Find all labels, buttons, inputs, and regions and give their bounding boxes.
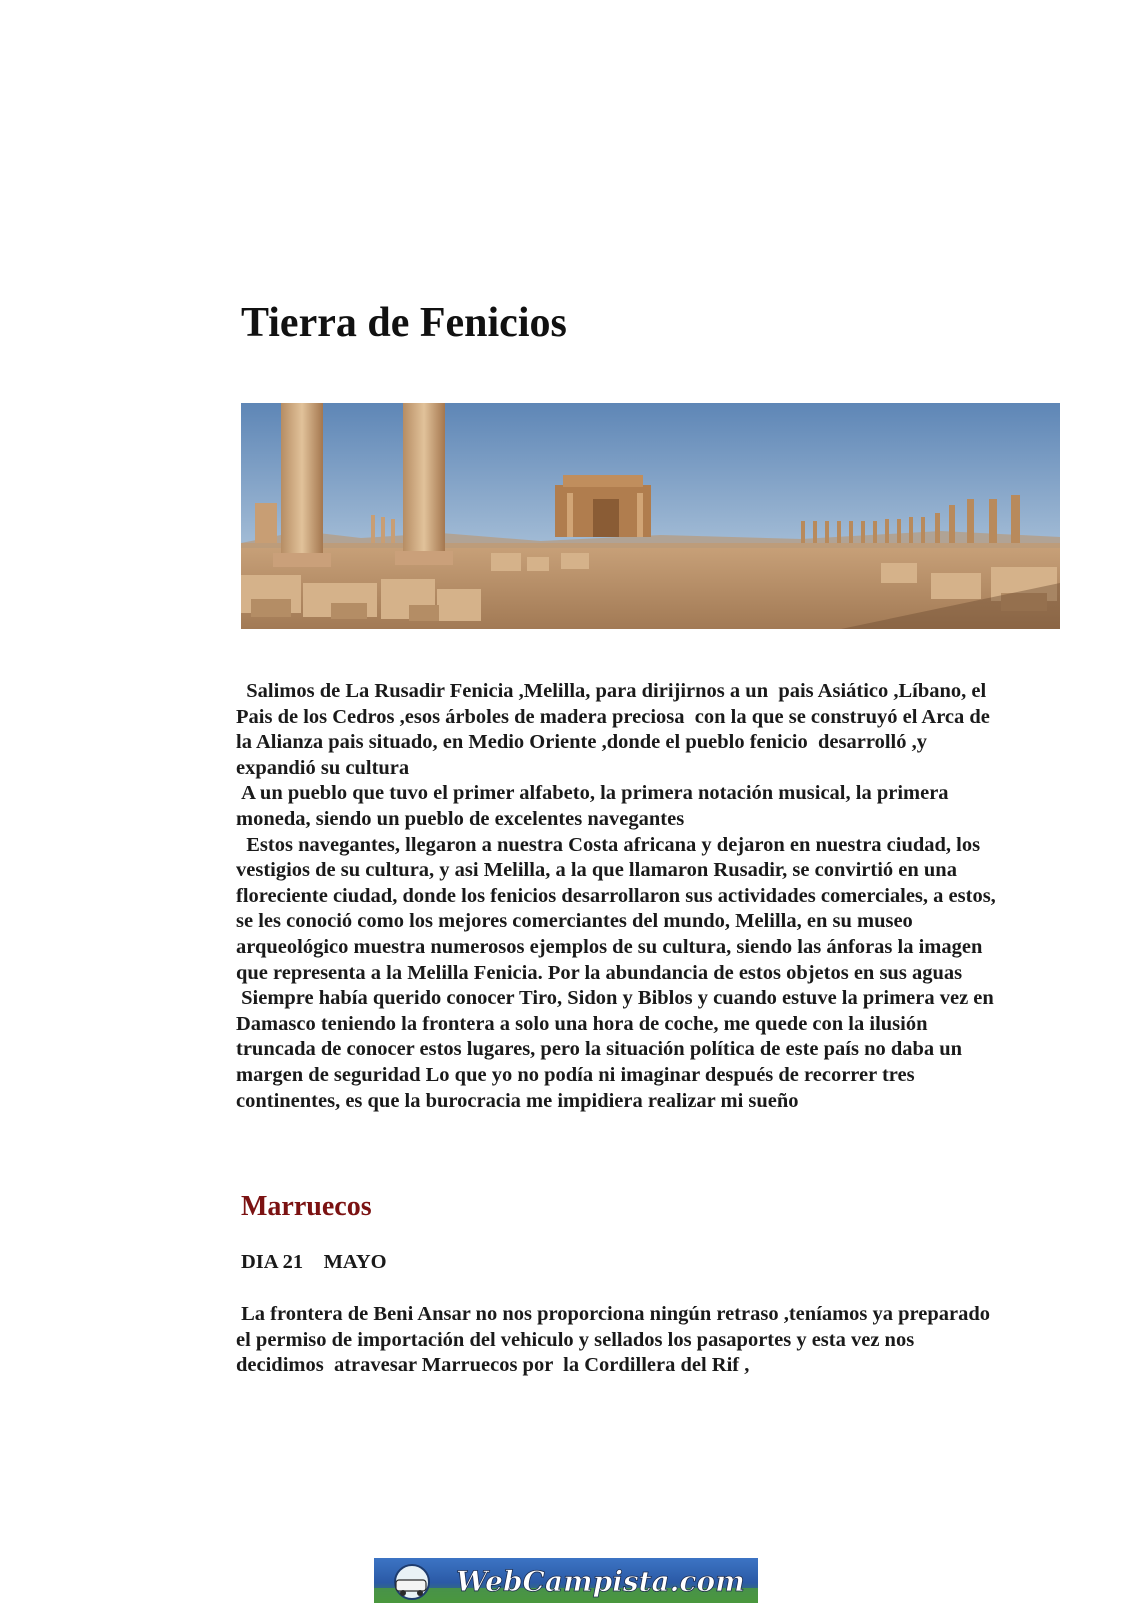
section-text [236, 1302, 996, 1379]
document-title: Tierra de Fenicios [241, 300, 567, 346]
intro-paragraph: Estos navegantes, llegaron a nuestra Costa africana y dejaron en nuestra ciudad, los vestigios de su cultura, y asi Melilla, a la que llamaron Rusadir, se convirtió en una floreciente ciudad, donde los fenicios desarrollaron sus actividades comerciales, a estos, se les conoció como los mejores comerciantes del mundo, Melilla, en su museo arqueológico muestra numerosos ejemplos de su cultura, siendo las ánforas la imagen que representa a la Melilla Fenicia. Por la abundancia de estos objetos en sus aguas [236, 833, 1001, 984]
day-label: DIA 21 MAYO [241, 1251, 387, 1273]
webcampista-logo [374, 1558, 758, 1603]
section-title: Marruecos [241, 1191, 372, 1222]
intro-text [236, 679, 1001, 1114]
section-paragraph: La frontera de Beni Ansar no nos proporciona ningún retraso ,teníamos ya preparado el permiso de importación del vehiculo y sellados los pasaportes y esta vez nos decidimos atravesar Marruecos por la Cordillera del Rif , [236, 1303, 996, 1377]
campervan-globe-icon [395, 1565, 429, 1599]
intro-paragraph: A un pueblo que tuvo el primer alfabeto, la primera notación musical, la primera moneda, siendo un pueblo de excelentes navegantes [236, 782, 954, 830]
intro-paragraph: Siempre había querido conocer Tiro, Sidon y Biblos y cuando estuve la primera vez en Damasco teniendo la frontera a solo una hora de coche, me quede con la ilusión truncada de conocer estos lugares, pero la situación política de este país no daba un margen de seguridad Lo que yo no podía ni imaginar después de recorrer tres continentes, es que la burocracia me impidiera realizar mi sueño [236, 987, 999, 1112]
logo-text: WebCampista.com [456, 1565, 745, 1598]
intro-paragraph: Salimos de La Rusadir Fenicia ,Melilla, para dirijirnos a un pais Asiático ,Líbano, el Pais de los Cedros ,esos árboles de madera preciosa con la que se construyó el Arca de la Alianza pais situado, en Medio Oriente ,donde el pueblo fenicio desarrolló ,y expandió su cultura [236, 680, 996, 779]
palmyra-ruins-photo [241, 403, 1060, 629]
